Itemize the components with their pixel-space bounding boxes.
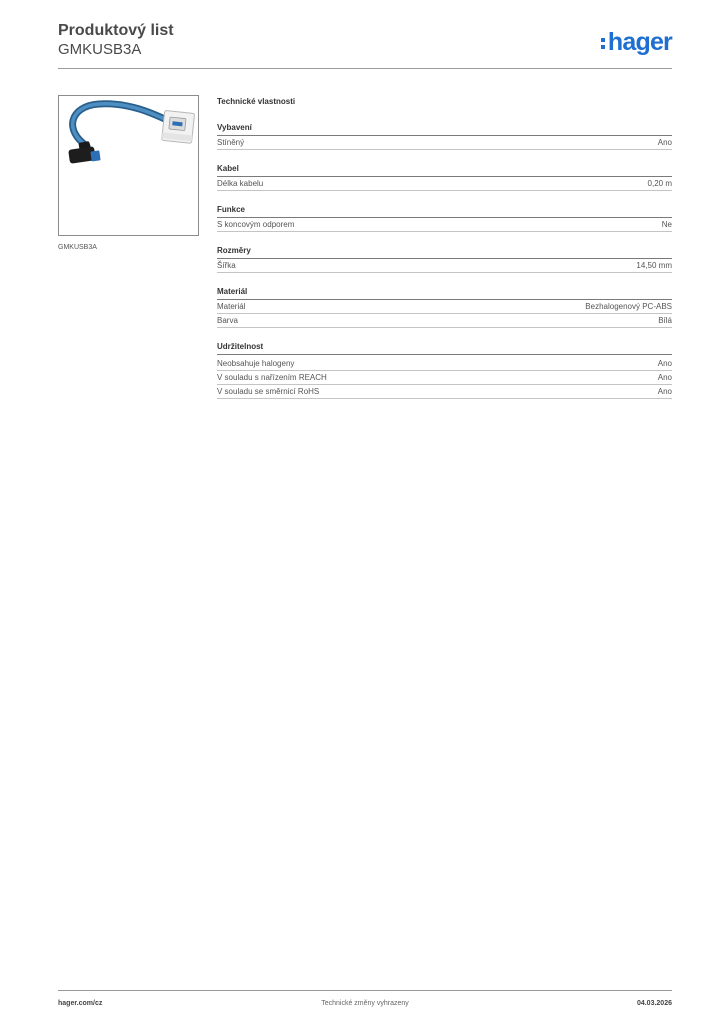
spec-label: Materiál	[217, 302, 246, 311]
page-header	[58, 22, 672, 70]
spec-row	[217, 371, 672, 385]
spec-row	[217, 385, 672, 399]
spec-label: Šířka	[217, 261, 236, 270]
spec-value: Bílá	[658, 316, 672, 325]
footer-date: 04.03.2026	[636, 1000, 672, 1007]
spec-row	[217, 300, 672, 314]
image-caption: GMKUSB3A	[58, 244, 97, 251]
spec-group-udrzitelnost	[217, 341, 672, 399]
spec-value: 14,50 mm	[636, 261, 672, 270]
logo-colon-icon	[601, 33, 605, 51]
spec-group-title: Materiál	[217, 286, 672, 300]
spec-group-title: Vybavení	[217, 122, 672, 136]
spec-value: Ano	[657, 138, 672, 147]
spec-value: Ne	[661, 220, 672, 229]
spec-group-title: Kabel	[217, 163, 672, 177]
footer-note: Technické změny vyhrazeny	[321, 1000, 409, 1007]
spec-group-vybaveni	[217, 122, 672, 150]
spec-label: S koncovým odporem	[217, 220, 295, 229]
spec-row	[217, 136, 672, 150]
spec-value: Ano	[657, 373, 672, 382]
spec-group-funkce	[217, 204, 672, 232]
spec-label: Délka kabelu	[217, 179, 264, 188]
logo-text: hager	[607, 28, 672, 56]
spec-group-material	[217, 286, 672, 328]
spec-row	[217, 177, 672, 191]
hager-logo	[601, 28, 672, 56]
spec-label: V souladu se směrnicí RoHS	[217, 387, 320, 396]
spec-value: 0,20 m	[647, 179, 672, 188]
spec-row	[217, 218, 672, 232]
spec-row	[217, 357, 672, 371]
spec-row	[217, 259, 672, 273]
spec-group-rozmery	[217, 245, 672, 273]
usb-cable-keystone-icon	[59, 96, 198, 235]
spec-label: V souladu s nařízením REACH	[217, 373, 327, 382]
spec-group-title: Rozměry	[217, 245, 672, 259]
specs-title: Technické vlastnosti	[217, 97, 296, 106]
spec-label: Neobsahuje halogeny	[217, 359, 295, 368]
header-divider	[58, 68, 672, 69]
spec-label: Barva	[217, 316, 238, 325]
product-image	[58, 95, 199, 236]
footer-website-link[interactable]: hager.com/cz	[58, 1000, 103, 1007]
spec-row	[217, 314, 672, 328]
spec-value: Bezhalogenový PC-ABS	[585, 302, 672, 311]
spec-value: Ano	[657, 359, 672, 368]
spec-group-title: Funkce	[217, 204, 672, 218]
spec-label: Stíněný	[217, 138, 245, 147]
page-title: Produktový list	[58, 22, 174, 39]
page-footer	[58, 998, 672, 1010]
footer-divider	[58, 990, 672, 991]
technical-specs	[217, 96, 672, 399]
spec-group-title: Udržitelnost	[217, 341, 672, 355]
spec-value: Ano	[657, 387, 672, 396]
product-code: GMKUSB3A	[58, 41, 142, 58]
spec-group-kabel	[217, 163, 672, 191]
